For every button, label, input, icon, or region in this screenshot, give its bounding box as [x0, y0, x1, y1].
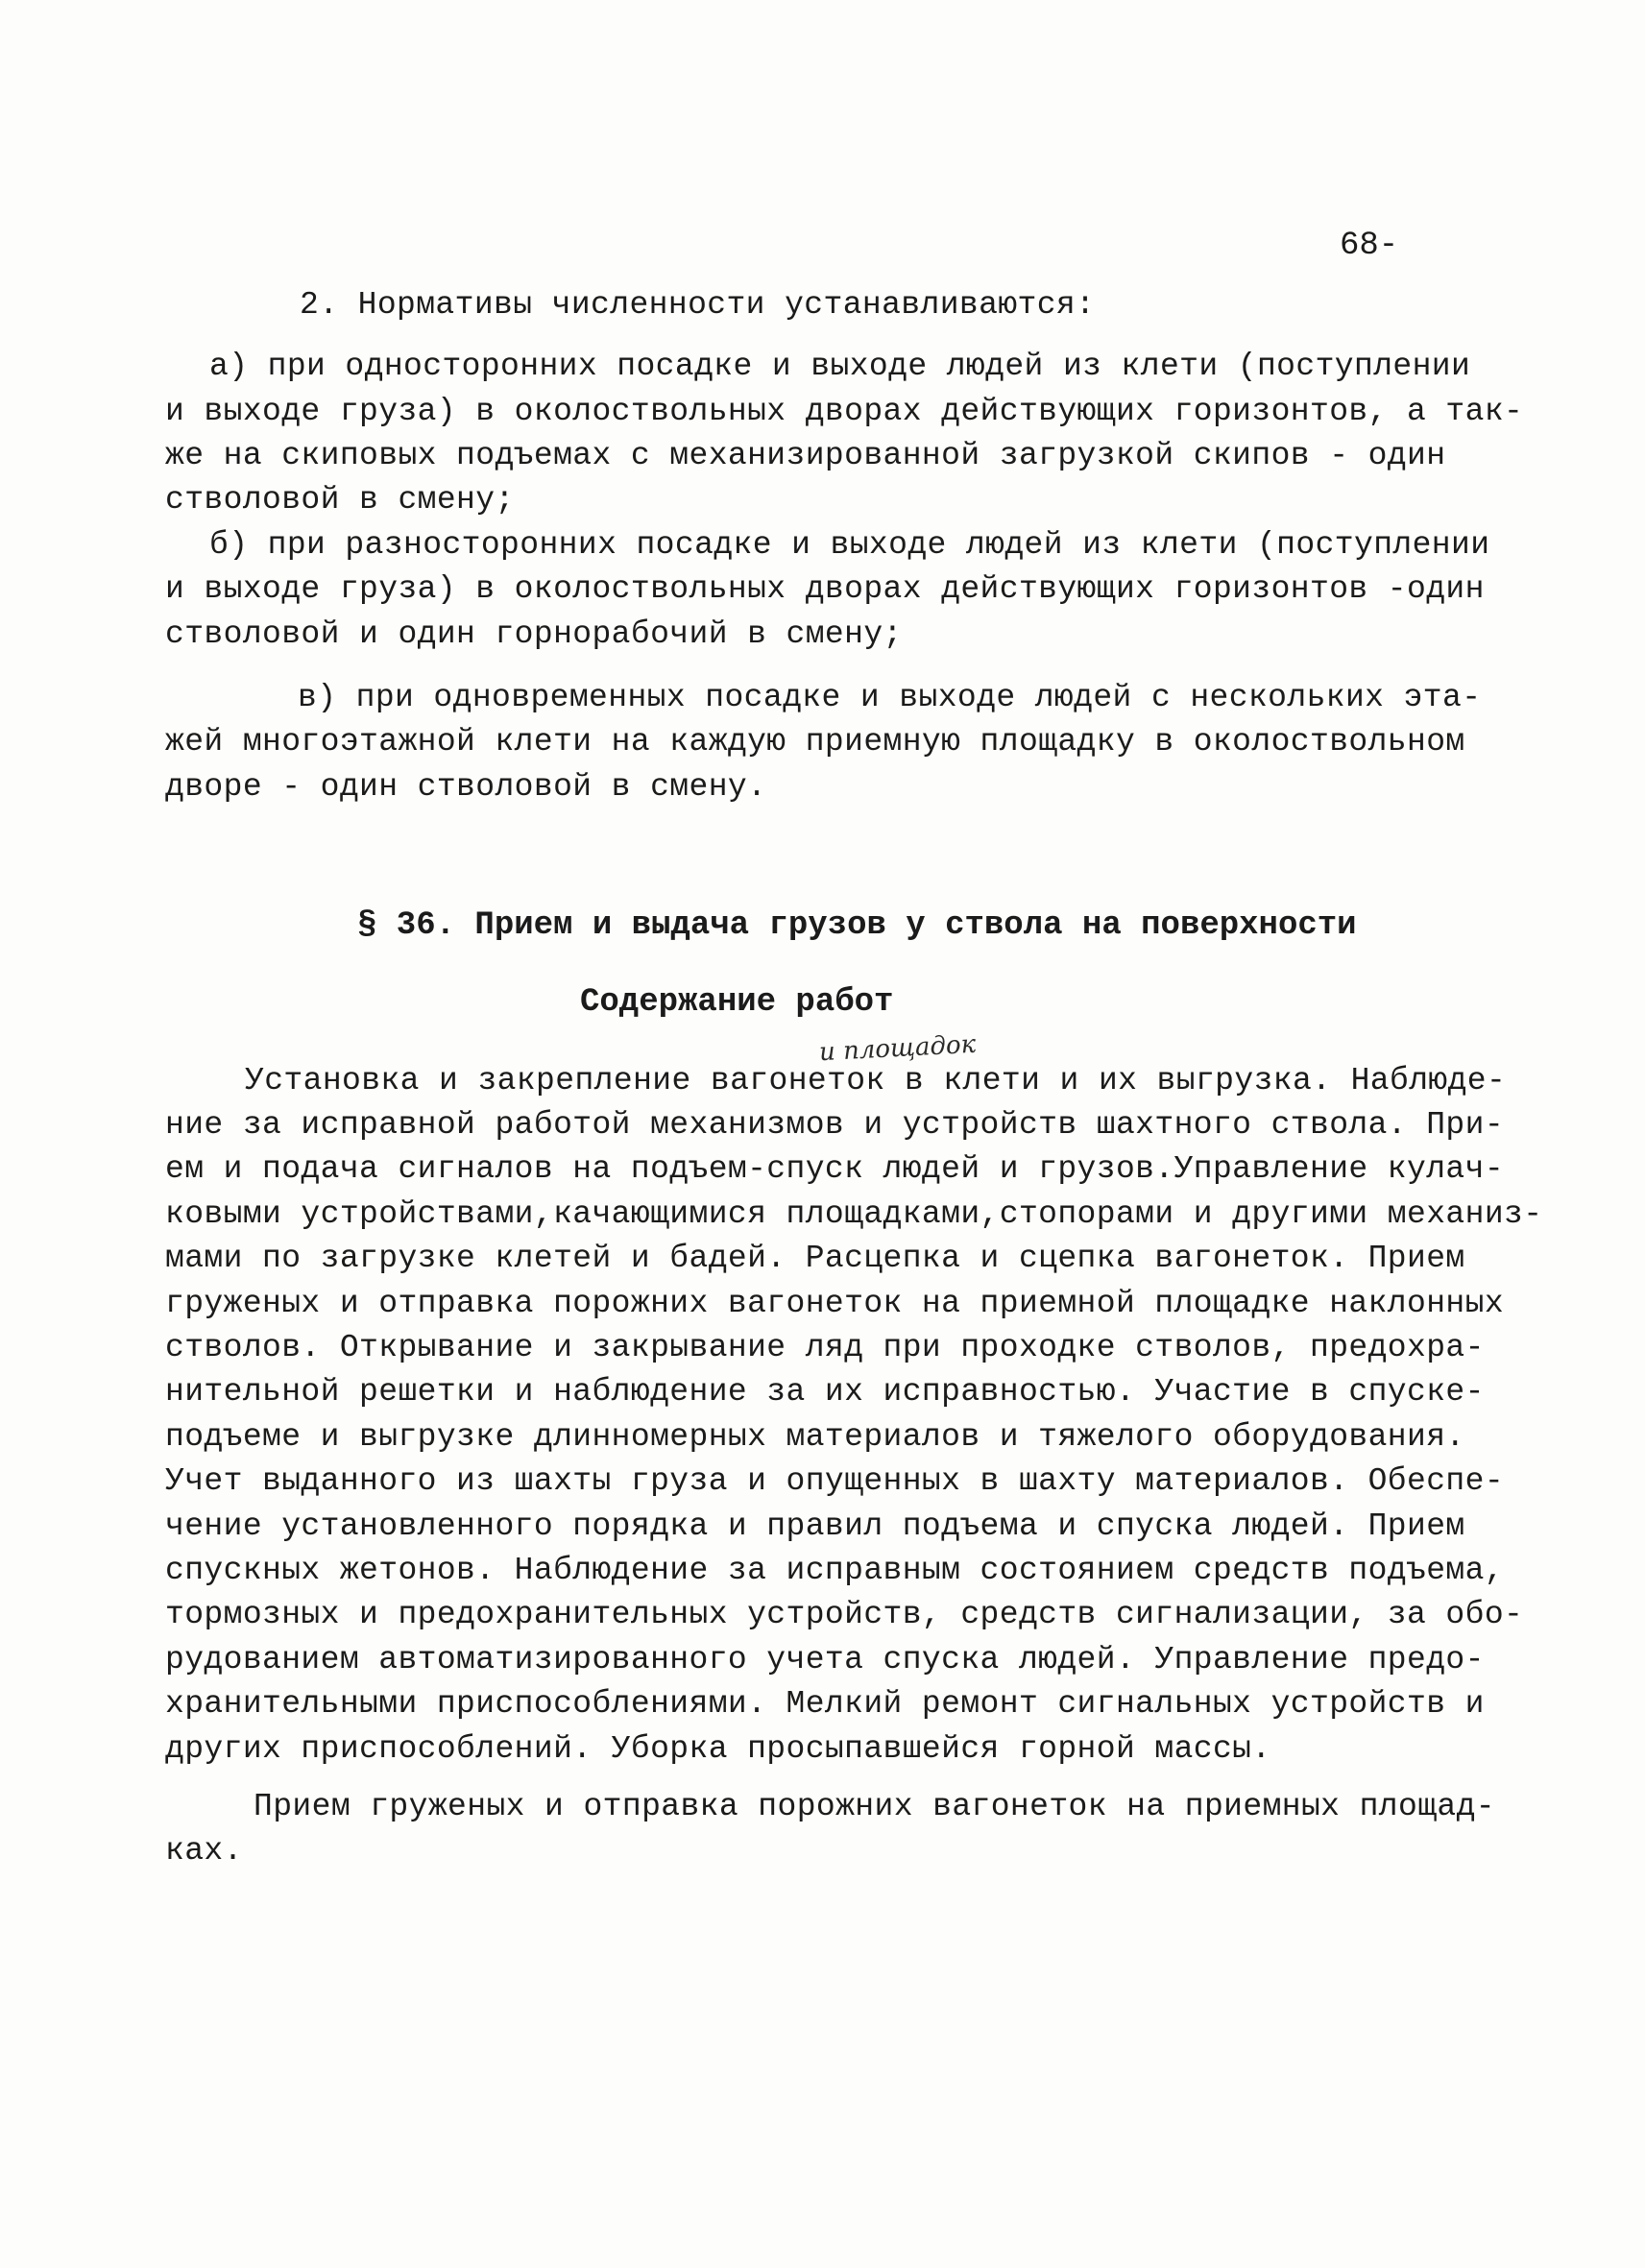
section-body-line: нительной решетки и наблюдение за их исправностью. Участие в спуске- — [165, 1374, 1485, 1410]
norms-item-c-line: жей многоэтажной клети на каждую приемную площадку в околоствольном — [165, 724, 1465, 760]
norms-item-b-line: б) при разносторонних посадке и выходе людей из клети (поступлении — [209, 527, 1490, 563]
norms-item-b-line: стволовой и один горнорабочий в смену; — [165, 616, 903, 652]
page-number: 68- — [1340, 228, 1399, 264]
norms-item-c-line: дворе - один стволовой в смену. — [165, 769, 767, 805]
norms-item-c-line: в) при одновременных посадке и выходе людей с нескольких эта- — [298, 680, 1482, 715]
section-body-line: Установка и закрепление вагонеток в клети и их выгрузка. Наблюде- — [245, 1063, 1507, 1098]
section-body-line: ковыми устройствами,качающимися площадками,стопорами и другими механиз- — [165, 1196, 1543, 1232]
section-body-line: мами по загрузке клетей и бадей. Расцепка и сцепка вагонеток. Прием — [165, 1241, 1465, 1276]
section-title: § 36. Прием и выдача грузов у ствола на поверхности — [357, 907, 1357, 944]
section-body-line: тормозных и предохранительных устройств, средств сигнализации, за обо- — [165, 1597, 1524, 1632]
section-body-line: Учет выданного из шахты груза и опущенных в шахту материалов. Обеспе- — [165, 1463, 1505, 1499]
section-body-line: других приспособлений. Уборка просыпавшейся горной массы. — [165, 1731, 1271, 1767]
section-body-line: подъеме и выгрузке длинномерных материалов и тяжелого оборудования. — [165, 1419, 1465, 1455]
norms-item-a-line: же на скиповых подъемах с механизированной загрузкой скипов - один — [165, 438, 1446, 473]
handwritten-insertion: и площадок — [818, 1029, 977, 1068]
section-body-line: ние за исправной работой механизмов и устройств шахтного ствола. При- — [165, 1107, 1505, 1143]
section-body-line: рудованием автоматизированного учета спуска людей. Управление предо- — [165, 1642, 1485, 1677]
norms-item-b-line: и выходе груза) в околоствольных дворах действующих горизонтов -один — [165, 571, 1485, 607]
section-body-line: хранительными приспособлениями. Мелкий ремонт сигнальных устройств и — [165, 1686, 1485, 1722]
section-subtitle: Содержание работ — [580, 984, 894, 1021]
norms-item-a-line: а) при односторонних посадке и выходе людей из клети (поступлении — [209, 349, 1471, 384]
section-body-line: спускных жетонов. Наблюдение за исправным состоянием средств подъема, — [165, 1553, 1505, 1588]
section-closing-line: ках. — [165, 1833, 243, 1869]
norms-intro: 2. Нормативы численности устанавливаются: — [300, 287, 1096, 323]
section-body-line: чение установленного порядка и правил подъема и спуска людей. Прием — [165, 1508, 1465, 1544]
section-body-line: стволов. Открывание и закрывание ляд при проходке стволов, предохра- — [165, 1330, 1485, 1365]
norms-item-a-line: стволовой в смену; — [165, 482, 515, 518]
section-closing-line: Прием груженых и отправка порожних вагонеток на приемных площад- — [254, 1789, 1496, 1824]
section-body-line: ем и подача сигналов на подъем-спуск людей и грузов.Управление кулач- — [165, 1151, 1505, 1187]
norms-item-a-line: и выходе груза) в околоствольных дворах действующих горизонтов, а так- — [165, 394, 1524, 429]
section-body-line: груженых и отправка порожних вагонеток на приемной площадке наклонных — [165, 1286, 1505, 1321]
